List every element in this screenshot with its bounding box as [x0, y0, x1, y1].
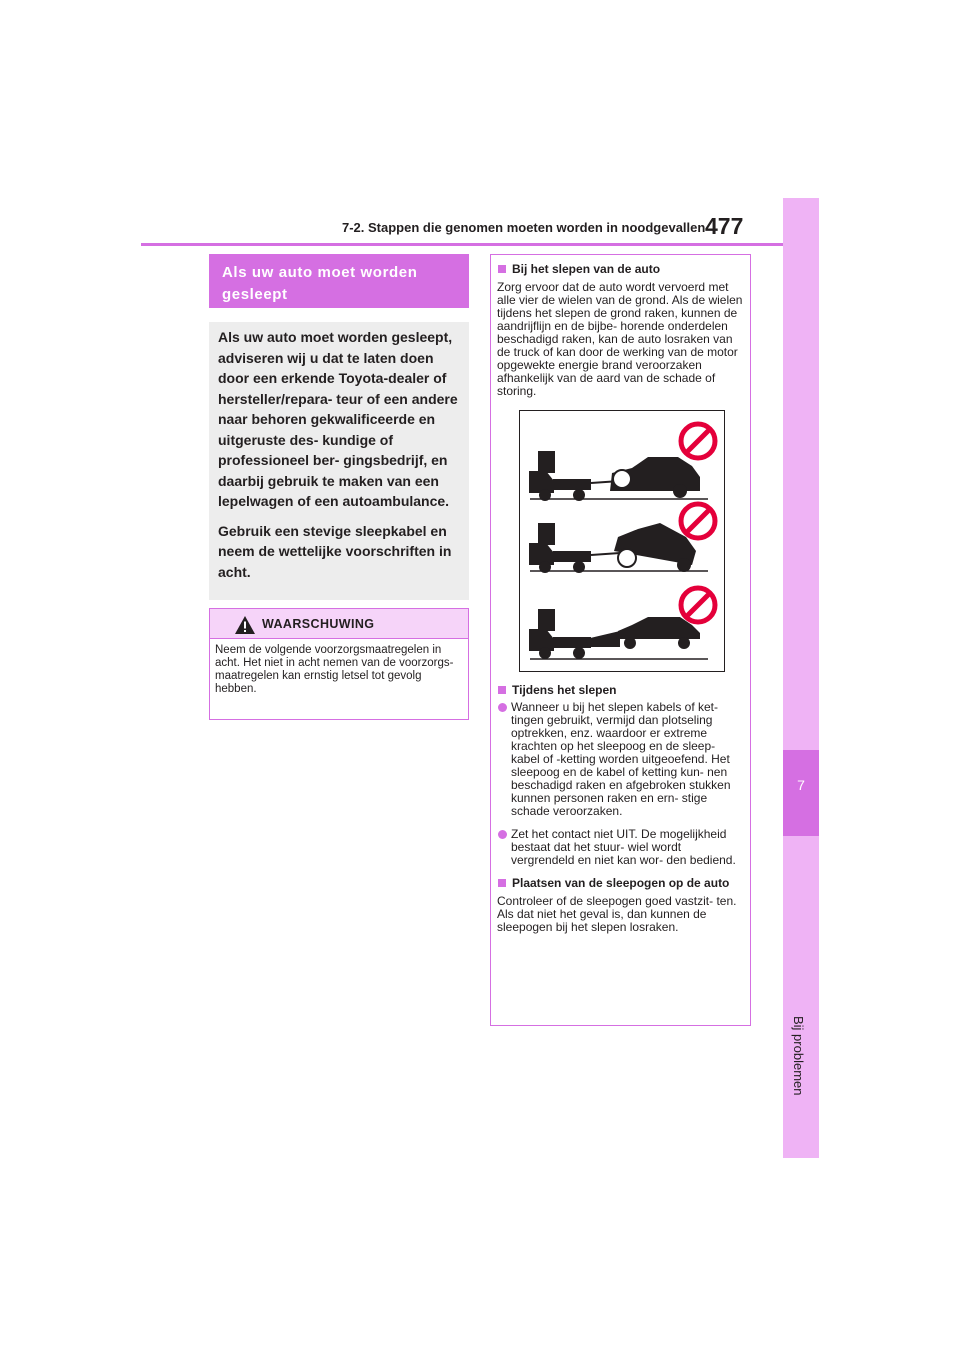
tow-truck-icon: [529, 451, 591, 501]
warning-text: Neem de volgende voorzorgsmaatregelen in acht. Het niet in acht nemen van de voorzorgs- maatregelen kan ernstig letsel tot gevolg hebben.: [215, 644, 454, 695]
heading-during-towing: [497, 684, 744, 697]
heading-towing-vehicle: [497, 263, 744, 276]
prohibition-icon: [681, 424, 715, 458]
chapter-title: Bij problemen: [791, 1016, 806, 1096]
warning-label: WAARSCHUWING: [262, 617, 375, 631]
header-rule: [141, 243, 783, 246]
chapter-number-box: [783, 750, 819, 836]
warning-box: [209, 608, 469, 720]
section-heading-line2: gesleept: [222, 286, 288, 303]
towing-info-box: [490, 254, 751, 1026]
square-bullet-icon: [498, 879, 506, 887]
bullet-cables-chains: [497, 701, 744, 818]
intro-box: [209, 322, 469, 600]
car-icon: [616, 617, 700, 649]
round-bullet-icon: [498, 703, 507, 712]
tow-truck-icon: [529, 523, 591, 573]
tow-scene-3: [529, 588, 715, 659]
square-bullet-icon: [498, 265, 506, 273]
tow-truck-icon: [529, 609, 591, 659]
towing-prohibited-illustration: [519, 410, 725, 672]
tow-scene-1: [529, 424, 715, 501]
prohibition-icon: [681, 588, 715, 622]
chapter-side-tab: [783, 198, 819, 1158]
page-number: 477: [705, 213, 744, 239]
heading-text: Plaatsen van de sleepogen op de auto: [512, 876, 730, 890]
section-heading-line1: Als uw auto moet worden: [222, 264, 418, 281]
heading-text: Tijdens het slepen: [512, 683, 617, 697]
round-bullet-icon: [498, 830, 507, 839]
tow-scene-2: [529, 504, 715, 573]
chapter-number: 7: [797, 777, 805, 793]
bullet-ignition: [497, 828, 744, 867]
bullet-text: Wanneer u bij het slepen kabels of ket- tingen gebruikt, vermijd dan plotseling optrekken, enz. waardoor er extreme krachten op het sleepoog en de sleep- kabel of -ketting worden uitgeoefend. Het sleepoog en de kabel of ketting kun- nen beschadigd raken en afgebroken stukken kunnen personen raken en ern- stige schade veroorzaken.: [511, 700, 731, 818]
section-title: 7-2. Stappen die genomen moeten worden in noodgevallen: [342, 220, 706, 235]
heading-tow-eyes: [497, 877, 744, 890]
section-heading-box: [209, 254, 469, 308]
bullet-text: Zet het contact niet UIT. De mogelijkheid bestaat dat het stuur- wiel wordt vergrendeld en niet kan wor- den bediend.: [511, 827, 736, 867]
intro-paragraph-2: Gebruik een stevige sleepkabel en neem de wettelijke voorschriften in acht.: [218, 522, 452, 580]
warning-triangle-icon: [234, 615, 256, 635]
intro-paragraph-1: Als uw auto moet worden gesleept, adviseren wij u dat te laten doen door een erkende Toyota-dealer of hersteller/repara- teur of een andere naar behoren gekwalificeerde en uitgeruste des- kundige of professioneel ber- gingsbedrijf, en daarbij gebruik te maken van een lepelwagen of een autoambulance.: [218, 329, 458, 509]
car-icon: [610, 457, 700, 498]
square-bullet-icon: [498, 686, 506, 694]
warning-header: [210, 609, 468, 639]
paragraph-tow-eyes: Controleer of de sleepogen goed vastzit- ten. Als dat niet het geval is, dan kunnen de sleepogen bij het slepen losraken.: [497, 894, 737, 934]
paragraph-wheels-off-ground: Zorg ervoor dat de auto wordt vervoerd met alle vier de wielen van de grond. Als de wielen tijdens het slepen de grond raken, kunnen de aandrijflijn en de bijbe- horende onderdelen beschadigd raken, kan de auto losraken van de truck of kan door de werking van de motor opgewekte energie brand veroorzaken afhankelijk van de aard van de schade of storing.: [497, 280, 743, 398]
heading-text: Bij het slepen van de auto: [512, 262, 661, 276]
prohibition-icon: [681, 504, 715, 538]
